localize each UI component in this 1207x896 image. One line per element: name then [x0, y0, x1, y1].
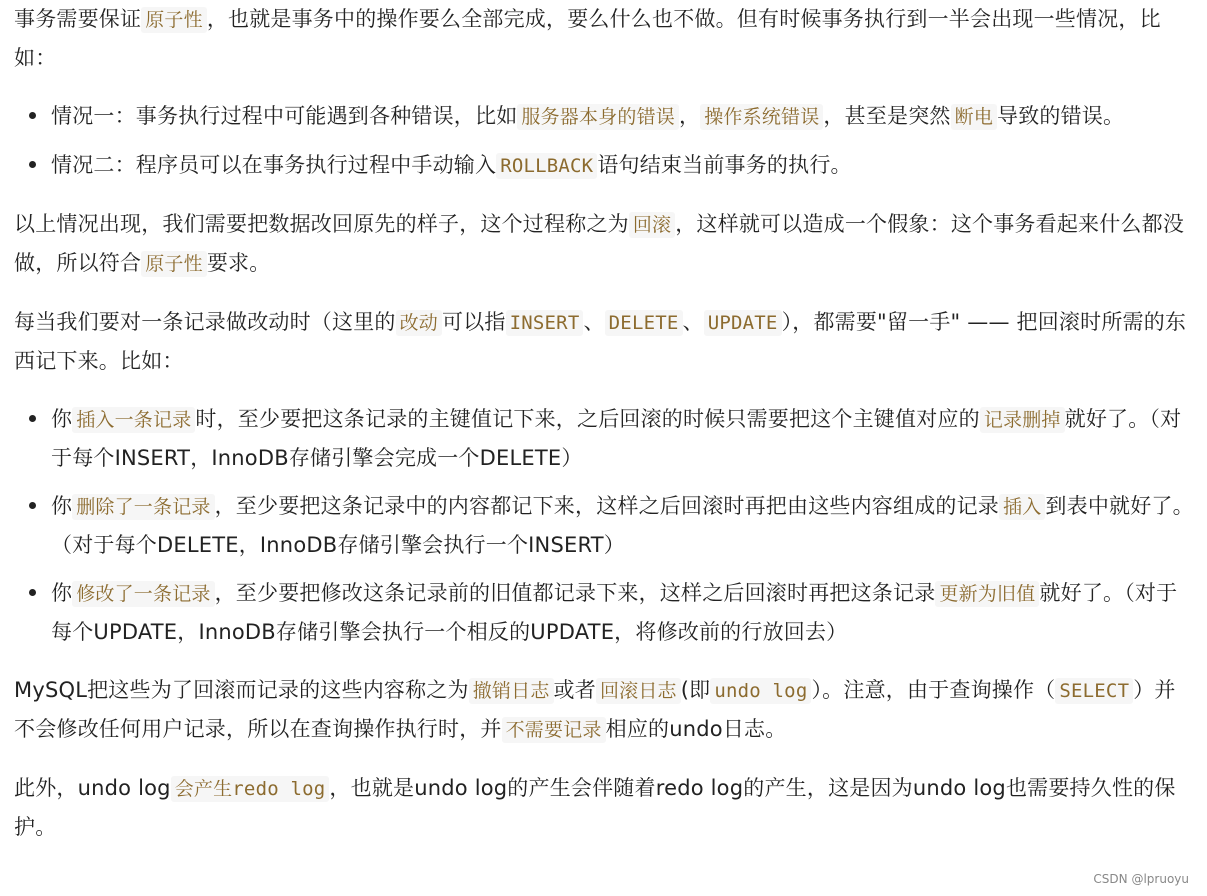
text: 时，至少要把这条记录的主键值记下来，之后回滚的时候只需要把这个主键值对应的 [195, 407, 980, 431]
list-item [14, 400, 1194, 477]
text: MySQL把这些为了回滚而记录的这些内容称之为 [14, 678, 469, 702]
text: ，也就是undo log的产生会伴随着redo log的产生，这是因为undo log也需要持久性的保护。 [14, 776, 1176, 839]
text: 情况一：事务执行过程中可能遇到各种错误，比如 [51, 104, 518, 128]
text: 每当我们要对一条记录做改动时（这里的 [14, 310, 396, 334]
list-item [14, 487, 1194, 564]
inline-code: 服务器本身的错误 [517, 104, 679, 130]
text: 你 [51, 581, 73, 605]
text: ，也就是事务中的操作要么全部完成，要么什么也不做。但有时候事务执行到一半会出现一些情况，比如： [14, 7, 1161, 70]
inline-code: 更新为旧值 [935, 581, 1039, 607]
list-examples [14, 400, 1194, 651]
article-body [14, 0, 1194, 846]
text: ，这样就可以造成一个假象：这个事务看起来什么都没做，所以符合 [14, 212, 1185, 275]
text: ，至少要把修改这条记录前的旧值都记录下来，这样之后回滚时再把这条记录 [214, 581, 936, 605]
list-item [14, 146, 1194, 185]
inline-code: 原子性 [141, 7, 207, 33]
text: 、 [682, 310, 704, 334]
text: 情况二：程序员可以在事务执行过程中手动输入 [51, 153, 497, 177]
inline-code: 记录删掉 [980, 407, 1065, 433]
text: ）。注意，由于查询操作（ [811, 678, 1056, 702]
inline-code: ROLLBACK [496, 153, 597, 179]
text: ，甚至是突然 [823, 104, 951, 128]
text: 就好了。（对于每个INSERT，InnoDB存储引擎会完成一个DELETE） [51, 407, 1182, 470]
inline-code: DELETE [605, 310, 683, 336]
text: 导致的错误。 [997, 104, 1125, 128]
inline-code: 操作系统错误 [700, 104, 823, 130]
inline-code [171, 776, 330, 802]
text: 或者 [553, 678, 596, 702]
inline-code: 回滚日志 [596, 678, 681, 704]
inline-code: 删除了一条记录 [72, 494, 214, 520]
paragraph-redo-log [14, 769, 1194, 846]
inline-code: 撤销日志 [469, 678, 554, 704]
inline-code: 改动 [396, 310, 442, 336]
inline-code: UPDATE [704, 310, 782, 336]
text: 就好了。（对于每个UPDATE，InnoDB存储引擎会执行一个相反的UPDATE，将修改前的行放回去） [51, 581, 1178, 644]
inline-code: SELECT [1055, 678, 1133, 704]
text: 你 [51, 407, 73, 431]
inline-code: undo log [710, 678, 811, 704]
inline-code: 插入 [999, 494, 1045, 520]
inline-code: INSERT [506, 310, 584, 336]
text: 此外，undo log [14, 776, 171, 800]
paragraph-rollback [14, 205, 1194, 283]
text: ，至少要把这条记录中的内容都记下来，这样之后回滚时再把由这些内容组成的记录 [214, 494, 1000, 518]
text: 要求。 [206, 251, 271, 275]
inline-code: 原子性 [141, 251, 207, 277]
list-item [14, 574, 1194, 651]
text: ），都需要"留一手" —— 把回滚时所需的东西记下来。比如： [14, 310, 1187, 373]
text: 语句结束当前事务的执行。 [597, 153, 852, 177]
inline-code: 插入一条记录 [72, 407, 195, 433]
inline-code: 断电 [951, 104, 997, 130]
inline-code: 修改了一条记录 [72, 581, 214, 607]
paragraph-changes [14, 303, 1194, 380]
watermark: CSDN @lpruoyu [1093, 872, 1189, 886]
text: 可以指 [442, 310, 506, 334]
text: 相应的undo日志。 [605, 717, 787, 741]
text: 你 [51, 494, 73, 518]
inline-code: 回滚 [629, 212, 675, 238]
text: ）并不会修改任何用户记录，所以在查询操作执行时，并 [14, 678, 1176, 741]
text: (即 [680, 678, 711, 702]
text: 会产生 [174, 778, 233, 800]
text: 事务需要保证 [14, 7, 142, 31]
paragraph-atomicity [14, 0, 1194, 77]
list-item [14, 97, 1194, 136]
text: 、 [583, 310, 605, 334]
text: 到表中就好了。（对于每个DELETE，InnoDB存储引擎会执行一个INSERT） [51, 494, 1194, 557]
text: redo log [232, 778, 326, 800]
inline-code: 不需要记录 [502, 717, 606, 743]
list-situations [14, 97, 1194, 185]
text: 以上情况出现，我们需要把数据改回原先的样子，这个过程称之为 [14, 212, 629, 236]
paragraph-undo-log [14, 671, 1194, 749]
text: ， [679, 104, 701, 128]
